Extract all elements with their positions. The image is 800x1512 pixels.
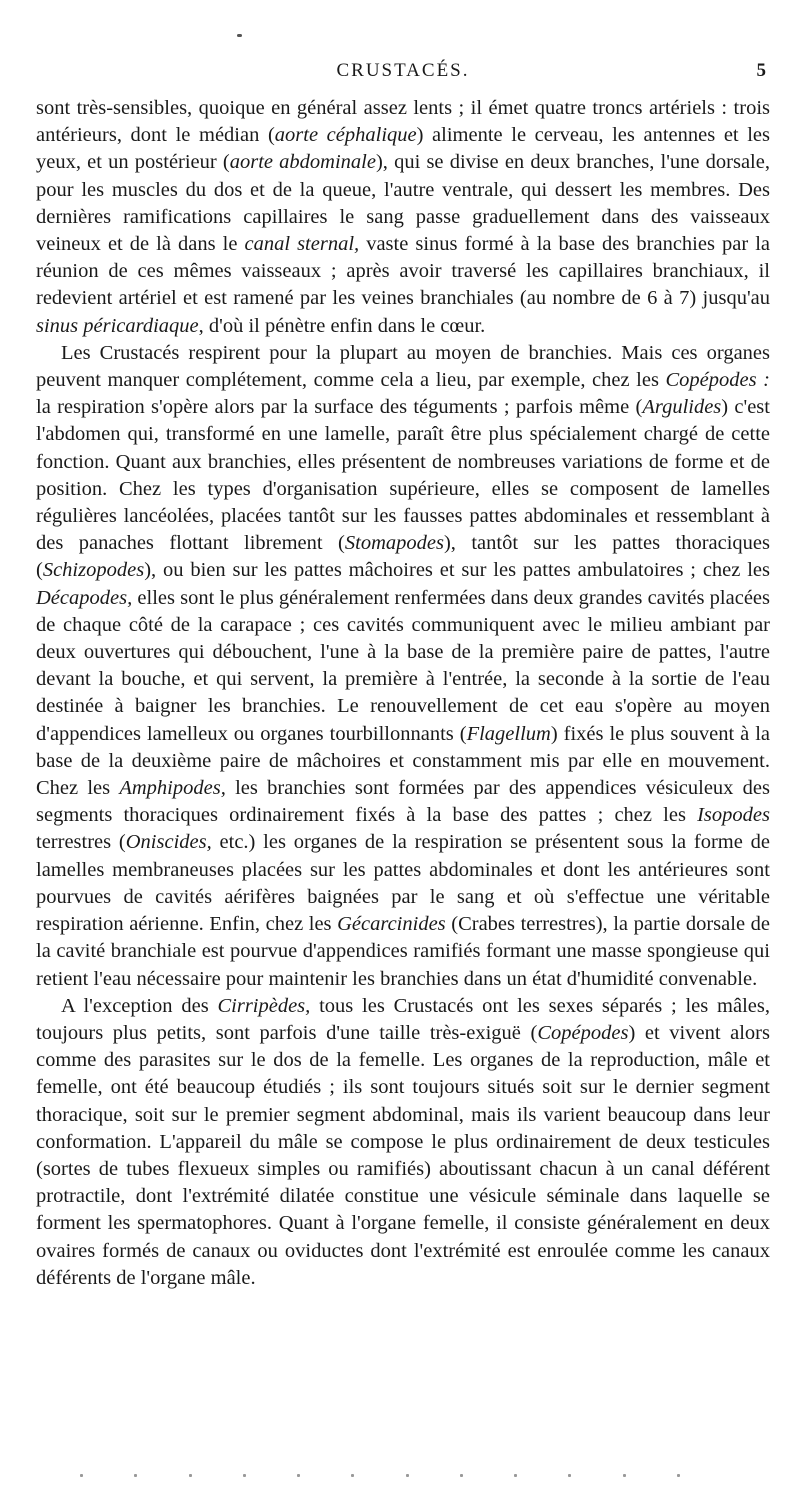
italic-term: Oniscides,	[125, 831, 212, 854]
italic-term: Gécarcinides	[337, 913, 446, 936]
text-run: etc.) les organes de la respiration se présentent sous la forme de lamelles membraneuses placées sur les pattes abdominales et dont les antérieures sont pourvues de cavités aérifères baignées par le sang et où s'effectue une véritable respiration aérienne. Enfin, chez les	[36, 831, 770, 936]
text-run: ) alimente le cerveau, les antennes et les yeux, et un postérieur (	[36, 124, 770, 174]
text-run: terrestres (	[36, 831, 126, 854]
italic-term: aorte abdominale	[229, 151, 376, 174]
running-head	[36, 60, 770, 86]
text-run: les branchies sont formées par des appendices vésiculeux des segments thoraciques ordinairement fixés à la base des pattes ; chez les	[36, 777, 770, 827]
text-run: elles sont le plus généralement renfermées dans deux grandes cavités placées de chaque côté de la carapace ; ces cavités communiquent avec le milieu ambiant par deux ouvertures qui débouchent, l'une à la base de la première paire de pattes, l'autre devant la bouche, et qui servent, la première à l'entrée, la seconde à la sortie de l'eau destinée à baigner les branchies. Le renouvellement de cet eau s'opère au moyen d'appendices lamelleux ou organes tourbillonnants (	[36, 586, 770, 745]
italic-term: aorte céphalique	[274, 124, 417, 147]
paragraph-respiration	[36, 340, 770, 993]
italic-term: canal sternal,	[244, 233, 360, 256]
text-run: ) fixés le plus souvent à la base de la deuxième paire de mâchoires et constamment mis par elle en mouvement. Chez les	[36, 722, 770, 800]
text-run: ), qui se divise en deux branches, l'une dorsale, pour les muscles du dos et de la queue, l'autre ventrale, qui dessert les membres. Des dernières ramifications capillaires le sang passe graduellement dans des vaisseaux veineux et de là dans le	[36, 151, 770, 256]
bottom-print-marks	[80, 1474, 680, 1480]
text-run: tous les Crustacés ont les sexes séparés ; les mâles, toujours plus petits, sont parfois d'une taille très-exiguë (	[36, 994, 770, 1044]
italic-term: Schizopodes	[42, 559, 145, 582]
italic-term: Copépodes :	[665, 369, 770, 392]
ink-speck	[237, 34, 242, 37]
italic-term: Flagellum	[466, 722, 551, 745]
text-run: ) c'est l'abdomen qui, transformé en une lamelle, paraît être plus spécialement chargé de cette fonction. Quant aux branchies, elles présentent de nombreuses variations de forme et de position. Chez les types d'organisation supérieure, elles se composent de lamelles régulières lancéolées, placées tantôt sur les fausses pattes abdominales et ressemblant à des panaches flottant librement (	[36, 396, 770, 555]
italic-term: Décapodes,	[36, 586, 133, 609]
italic-term: Copépodes	[537, 1021, 629, 1044]
text-run: sont très-sensibles, quoique en général assez lents ; il émet quatre troncs artériels : trois antérieurs, dont le médian (	[36, 97, 770, 147]
text-run: , d'où il pénètre enfin dans le cœur.	[198, 314, 486, 337]
italic-term: sinus péricardiaque	[36, 314, 199, 337]
body-text	[36, 95, 770, 1292]
paragraph-circulation	[36, 95, 770, 340]
text-run: (Crabes terrestres), la partie dorsale de la cavité branchiale est pourvue d'appendices ramifiés formant une masse spongieuse qui retient l'eau nécessaire pour maintenir les branchies dans un état d'humidité convenable.	[36, 913, 770, 990]
text-run: ), tantôt sur les pattes thoraciques (	[36, 532, 771, 582]
italic-term: Amphipodes,	[119, 777, 226, 800]
italic-term: Stomapodes	[344, 532, 444, 555]
text-run: la respiration s'opère alors par la surface des téguments ; parfois même (	[36, 396, 643, 419]
italic-term: Cirripèdes,	[217, 994, 311, 1017]
running-title: CRUSTACÉS.	[336, 60, 470, 81]
text-run: Les Crustacés respirent pour la plupart au moyen de branchies. Mais ces organes peuvent manquer complétement, comme cela a lieu, par exemple, chez les	[36, 341, 770, 392]
page-number: 5	[756, 60, 766, 81]
text-run: ) et vivent alors comme des parasites sur le dos de la femelle. Les organes de la reproduction, mâle et femelle, ont été beaucoup étudiés ; ils sont toujours situés soit sur le dernier segment thoracique, soit sur le premier segment abdominal, mais ils varient beaucoup dans leur conformation. L'appareil du mâle se compose le plus ordinairement de deux testicules (sortes de tubes flexueux simples ou ramifiés) aboutissant chacun à un canal déférent protractile, dont l'extrémité dilatée constitue une vésicule séminale dans laquelle se forment les spermatophores. Quant à l'organe femelle, il consiste généralement en deux ovaires formés de canaux ou oviductes dont l'extrémité est enroulée comme les canaux déférents de l'organe mâle.	[36, 1021, 770, 1289]
text-run: vaste sinus formé à la base des branchies par la réunion de ces mêmes vaisseaux ; après avoir traversé les capillaires branchiaux, il redevient artériel et est ramené par les veines branchiales (au nombre de 6 à 7) jusqu'au	[36, 233, 770, 310]
italic-term: Isopodes	[697, 804, 770, 827]
paragraph-reproduction	[36, 993, 770, 1292]
italic-term: Argulides	[642, 396, 722, 419]
text-run: ), ou bien sur les pattes mâchoires et sur les pattes ambulatoires ; chez les	[144, 559, 770, 582]
text-run: A l'exception des	[61, 994, 218, 1017]
